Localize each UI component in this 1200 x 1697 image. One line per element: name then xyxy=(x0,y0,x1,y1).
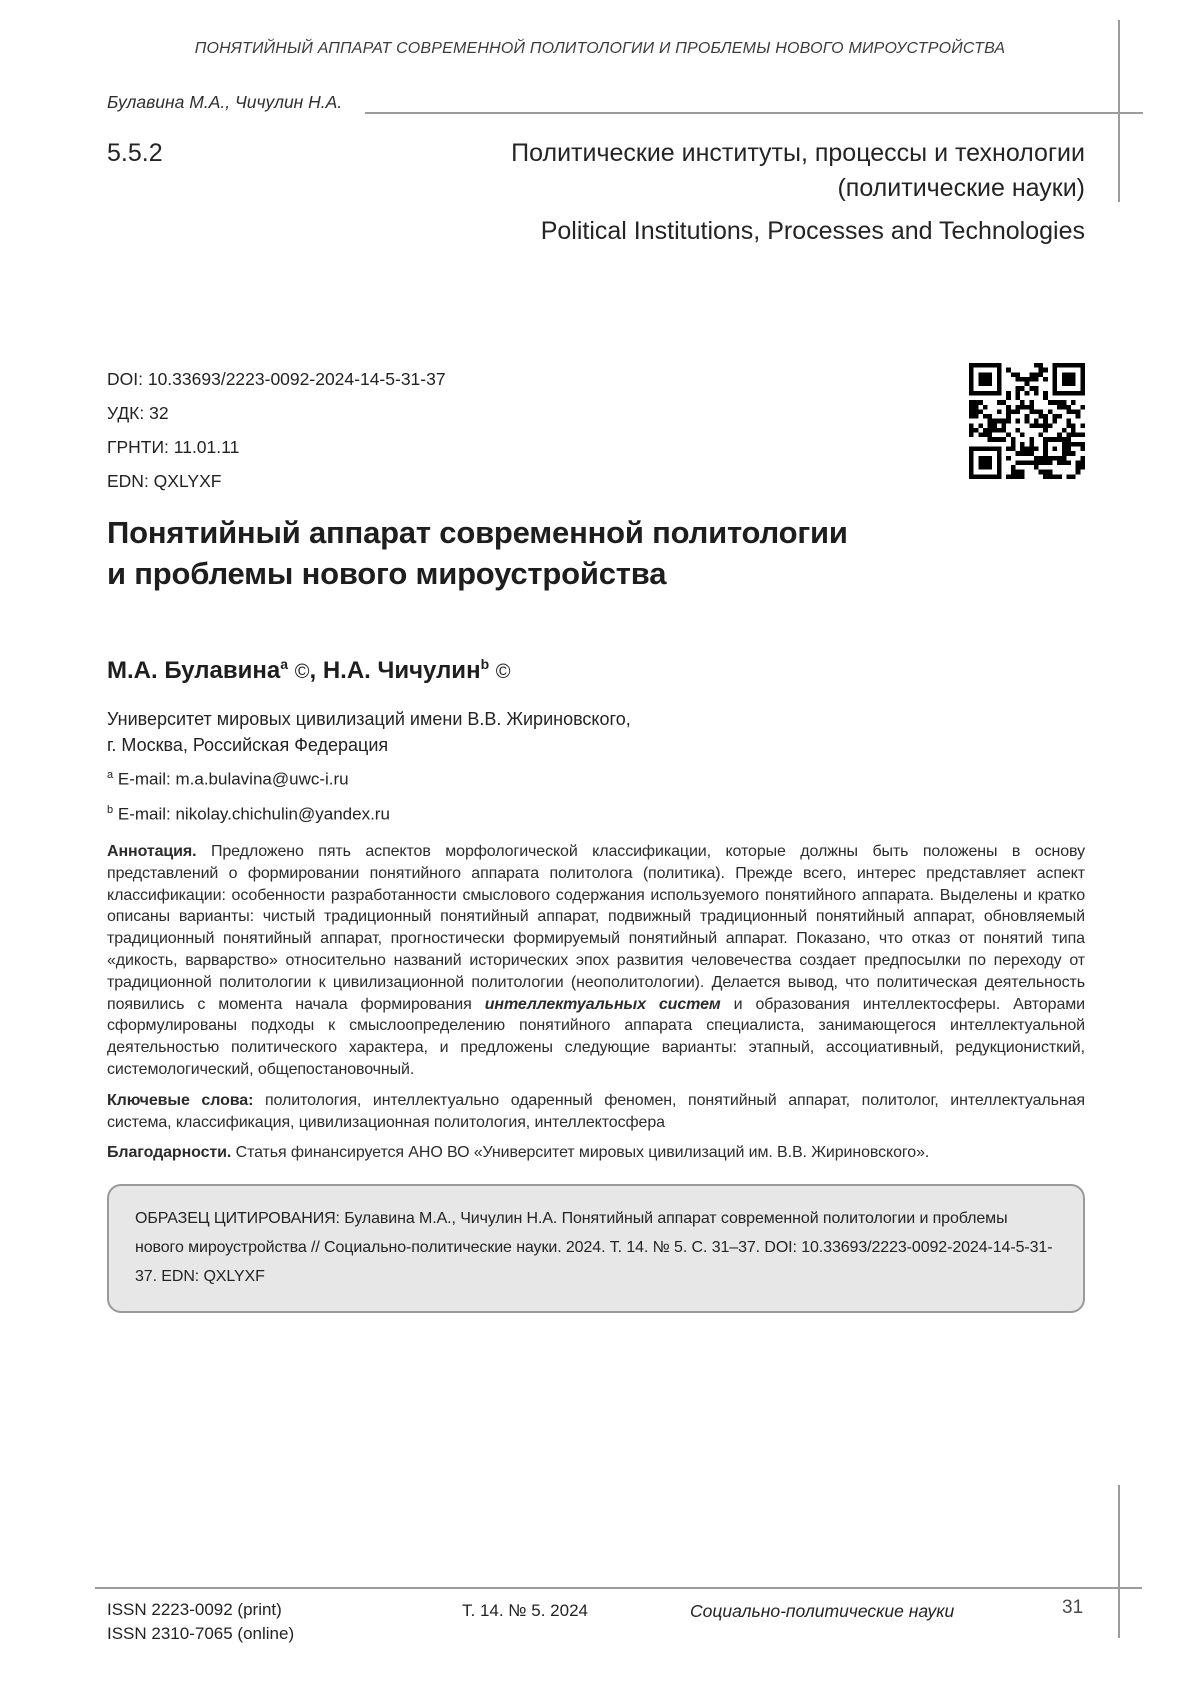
grnti-line: ГРНТИ: 11.01.11 xyxy=(107,437,240,457)
footer-divider-line xyxy=(95,1587,1142,1589)
header-vertical-line xyxy=(1118,20,1120,202)
article-title-line1: Понятийный аппарат современной политологии xyxy=(107,515,848,550)
email-line xyxy=(107,795,390,830)
qr-code xyxy=(969,363,1085,479)
copyright-icon: © xyxy=(294,661,310,683)
abstract-emphasis: интеллектуальных систем xyxy=(484,995,721,1013)
keywords-text: политология, интеллектуально одаренный феномен, понятийный аппарат, политолог, интеллектуальная система, классификация, цивилизационная политология, интеллектосфера xyxy=(107,1091,1085,1131)
section-title-ru-line1: Политические институты, процессы и технологии xyxy=(511,139,1085,167)
footer-issn xyxy=(107,1598,294,1646)
author-affiliation-mark: a xyxy=(280,656,289,672)
article-meta xyxy=(107,362,446,498)
qr-code-canvas xyxy=(969,363,1085,479)
section-title-en: Political Institutions, Processes and Technologies xyxy=(540,217,1085,245)
abstract-text-before: Предложено пять аспектов морфологической классификации, которые должны быть положены в основу представлений о формировании понятийного аппарата политолога (политика). Прежде всего, интерес представляет аспект классификации: особенности разработанности смыслового содержания используемого понятийного аппарата. Выделены и кратко описаны варианты: чистый традиционный понятийный аппарат, подвижный традиционный понятийный аппарат, обновляемый традиционный понятийный аппарат, прогностически формируемый понятийный аппарат. Показано, что отказ от понятий типа «дикость, варварство» относительно названий исторических эпох развития человечества создает предпосылки по переходу от традиционной политологии к цивилизационной политологии (неополитологии). Делается вывод, что политическая деятельность появились с момента начала формирования xyxy=(107,843,1085,1013)
article-front-matter xyxy=(107,841,1085,1313)
citation-label: ОБРАЗЕЦ ЦИТИРОВАНИЯ: xyxy=(135,1210,340,1228)
affiliation-line1: Университет мировых цивилизаций имени В.В. Жириновского, xyxy=(107,709,631,729)
footer-page-number: 31 xyxy=(1062,1597,1084,1618)
article-authors xyxy=(107,656,511,685)
footer-vertical-line xyxy=(1118,1485,1120,1638)
running-head-authors: Булавина М.А., Чичулин Н.А. xyxy=(107,92,343,112)
author-name: М.А. Булавина xyxy=(107,657,281,684)
email-sup: a xyxy=(107,769,114,781)
doi-line: DOI: 10.33693/2223-0092-2024-14-5-31-37 xyxy=(107,369,446,389)
section-title-ru-line2: (политические науки) xyxy=(837,174,1085,202)
keywords-label: Ключевые слова: xyxy=(107,1091,254,1109)
acknowledgments-label: Благодарности. xyxy=(107,1144,232,1162)
udk-line: УДК: 32 xyxy=(107,403,169,423)
article-title xyxy=(107,512,1085,594)
edn-line: EDN: QXLYXF xyxy=(107,471,222,491)
author-emails xyxy=(107,760,390,829)
section-number: 5.5.2 xyxy=(107,139,163,167)
author-affiliation-mark: b xyxy=(480,656,490,672)
section-title-ru xyxy=(107,136,1085,206)
citation-text: Булавина М.А., Чичулин Н.А. Понятийный аппарат современной политологии и проблемы нового мироустройства // Социально-политические науки. 2024. Т. 14. № 5. С. 31–37. DOI: 10.33693/2223-0092-2024-14-5-31-37. EDN: QXLYXF xyxy=(135,1210,1053,1286)
email-line xyxy=(107,760,390,795)
section-heading xyxy=(107,136,1085,246)
keywords-paragraph xyxy=(107,1090,1085,1134)
affiliation xyxy=(107,706,631,758)
citation-example-box xyxy=(107,1184,1085,1313)
article-title-line2: и проблемы нового мироустройства xyxy=(107,556,667,591)
affiliation-line2: г. Москва, Российская Федерация xyxy=(107,735,389,755)
header-divider-line xyxy=(365,112,1143,114)
abstract-label: Аннотация. xyxy=(107,843,197,860)
authors-separator: , xyxy=(309,657,323,684)
acknowledgments-paragraph xyxy=(107,1142,1085,1164)
abstract-paragraph xyxy=(107,841,1085,1081)
abstract-text-after: и образования интеллектосферы. Авторами сформулированы подходы к смыслоопределению понятийного аппарата специалиста, занимающегося интеллектуальной деятельностью политического характера, и предложены следующие варианты: этапный, ассоциативный, редукционисткий, системологический, общепостановочный. xyxy=(107,995,1085,1078)
running-head-title: ПОНЯТИЙНЫЙ АППАРАТ СОВРЕМЕННОЙ ПОЛИТОЛОГИИ И ПРОБЛЕМЫ НОВОГО МИРОУСТРОЙСТВА xyxy=(194,40,1006,57)
email-text: E-mail: m.a.bulavina@uwc-i.ru xyxy=(117,769,349,789)
acknowledgments-text: Статья финансируется АНО ВО «Университет мировых цивилизаций им. В.В. Жириновского». xyxy=(235,1144,930,1162)
issn-online: ISSN 2310-7065 (online) xyxy=(107,1624,295,1643)
citation-paragraph xyxy=(135,1204,1057,1291)
copyright-icon: © xyxy=(495,661,511,683)
email-sup: b xyxy=(107,803,114,816)
issn-print: ISSN 2223-0092 (print) xyxy=(107,1600,282,1619)
email-text: E-mail: nikolay.chichulin@yandex.ru xyxy=(117,804,390,824)
author-name: Н.А. Чичулин xyxy=(322,657,481,684)
footer-volume: Т. 14. № 5. 2024 xyxy=(462,1601,588,1620)
footer-journal-title: Социально-политические науки xyxy=(690,1601,955,1621)
